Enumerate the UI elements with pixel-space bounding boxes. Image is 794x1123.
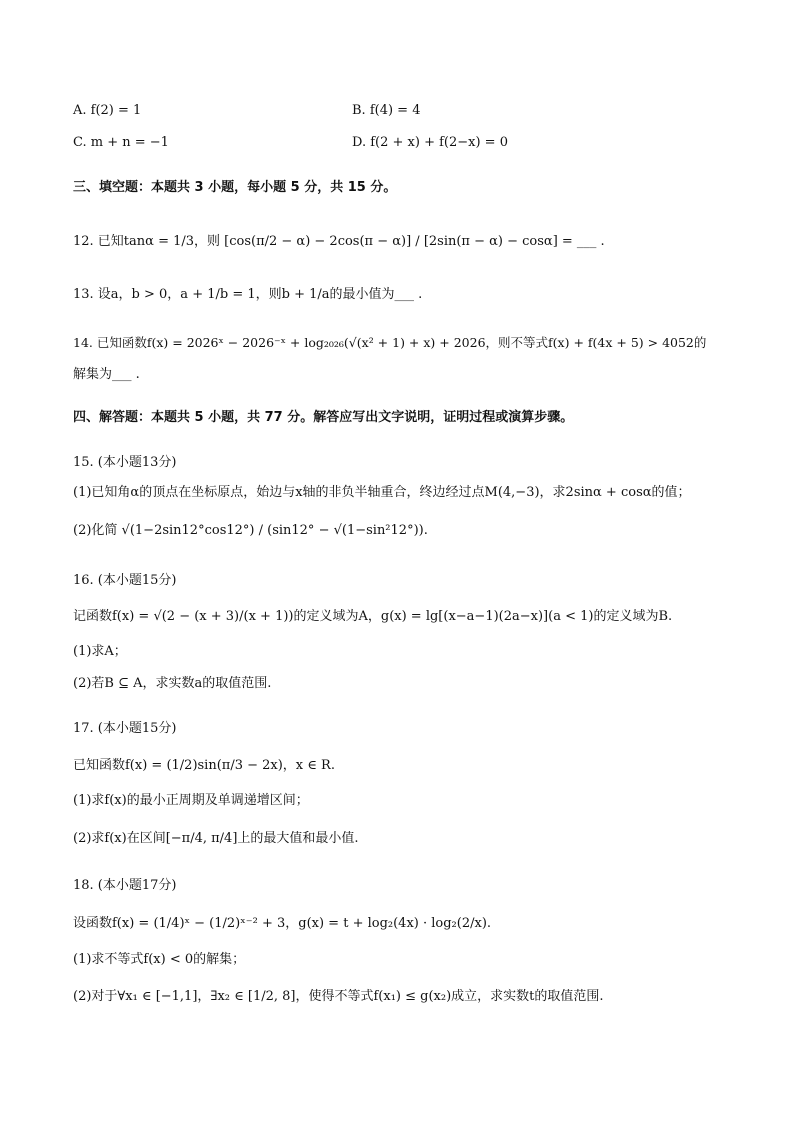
section-fill-in-heading: 三、填空题：本题共 3 小题，每小题 5 分，共 15 分。: [73, 180, 397, 195]
question-15-part2: (2)化简 √(1−2sin12°cos12°) / (sin12° − √(1−sin²12°)).: [73, 523, 428, 538]
question-18-part2: (2)对于∀x₁ ∈ [−1,1]，∃x₂ ∈ [1/2, 8]，使得不等式f(x₁) ≤ g(x₂)成立，求实数t的取值范围.: [73, 989, 604, 1004]
question-18-heading: 18. (本小题17分): [73, 878, 177, 893]
question-14-line1: 14. 已知函数f(x) = 2026ˣ − 2026⁻ˣ + log₂₀₂₆(√(x² + 1) + x) + 2026，则不等式f(x) + f(4x + 5) > 4052的: [73, 335, 707, 350]
question-17-text: 已知函数f(x) = (1/2)sin(π/3 − 2x)，x ∈ R.: [73, 758, 335, 773]
option-b: B. f(4) = 4: [352, 103, 421, 118]
question-17-heading: 17. (本小题15分): [73, 721, 177, 736]
option-c: C. m + n = −1: [73, 135, 169, 150]
question-12: 12. 已知tanα = 1/3，则 [cos(π/2 − α) − 2cos(π − α)] / [2sin(π − α) − cosα] = ___ .: [73, 234, 605, 249]
question-18-part1: (1)求不等式f(x) < 0的解集；: [73, 952, 246, 967]
option-a: A. f(2) = 1: [73, 103, 142, 118]
question-16-part2: (2)若B ⊆ A，求实数a的取值范围.: [73, 676, 272, 691]
question-17-part1: (1)求f(x)的最小正周期及单调递增区间；: [73, 793, 309, 808]
option-d: D. f(2 + x) + f(2−x) = 0: [352, 135, 508, 150]
question-17-part2: (2)求f(x)在区间[−π/4, π/4]上的最大值和最小值.: [73, 831, 359, 846]
question-16-text: 记函数f(x) = √(2 − (x + 3)/(x + 1))的定义域为A，g(x) = lg[(x−a−1)(2a−x)](a < 1)的定义域为B.: [73, 609, 673, 624]
question-14-line2: 解集为___ .: [73, 367, 140, 382]
question-18-text: 设函数f(x) = (1/4)ˣ − (1/2)ˣ⁻² + 3，g(x) = t + log₂(4x) · log₂(2/x).: [73, 916, 492, 931]
question-15-heading: 15. (本小题13分): [73, 455, 177, 470]
question-15-part1: (1)已知角α的顶点在坐标原点，始边与x轴的非负半轴重合，终边经过点M(4,−3)，求2sinα + cosα的值；: [73, 485, 691, 500]
section-answer-heading: 四、解答题：本题共 5 小题，共 77 分。解答应写出文字说明，证明过程或演算步骤。: [73, 410, 574, 425]
question-13: 13. 设a，b > 0，a + 1/b = 1，则b + 1/a的最小值为___ .: [73, 287, 423, 302]
question-16-heading: 16. (本小题15分): [73, 573, 177, 588]
question-16-part1: (1)求A；: [73, 644, 127, 659]
